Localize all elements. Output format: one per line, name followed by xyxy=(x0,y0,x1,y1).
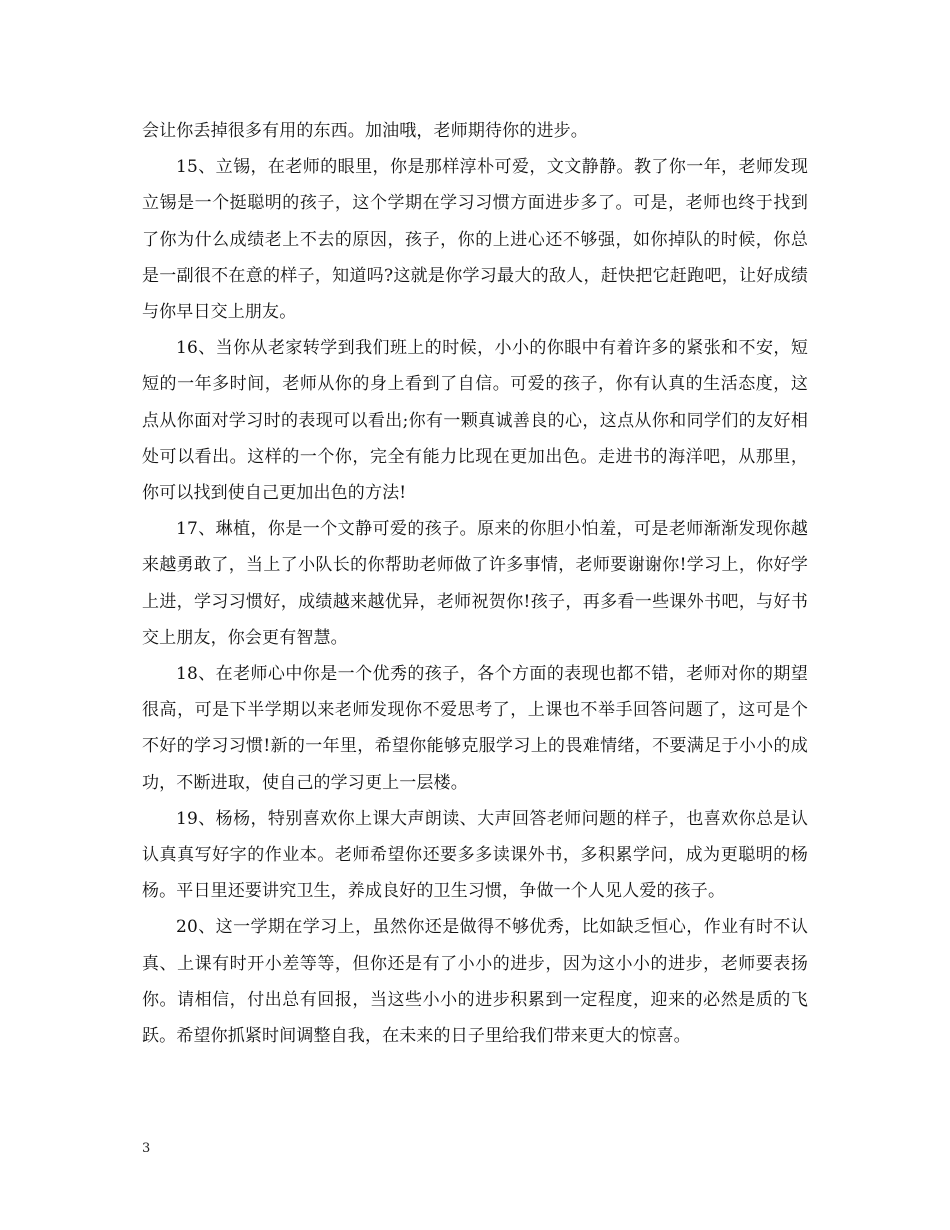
page-number: 3 xyxy=(142,1141,151,1156)
paragraph-comment-15: 15、立锡，在老师的眼里，你是那样淳朴可爱，文文静静。教了你一年，老师发现立锡是一个挺聪明的孩子，这个学期在学习习惯方面进步多了。可是，老师也终于找到了你为什么成绩老上不去的原因，孩子，你的上进心还不够强，如你掉队的时候，你总是一副很不在意的样子，知道吗?这就是你学习最大的敌人，赶快把它赶跑吧，让好成绩与你早日交上朋友。 xyxy=(142,157,808,323)
paragraph-comment-19: 19、杨杨，特别喜欢你上课大声朗读、大声回答老师问题的样子，也喜欢你总是认认真真写好字的作业本。老师希望你还要多多读课外书，多积累学问，成为更聪明的杨杨。平日里还要讲究卫生，养成良好的卫生习惯，争做一个人见人爱的孩子。 xyxy=(142,808,808,902)
paragraph-comment-16: 16、当你从老家转学到我们班上的时候，小小的你眼中有着许多的紧张和不安，短短的一年多时间，老师从你的身上看到了自信。可爱的孩子，你有认真的生活态度，这点从你面对学习时的表现可以看出;你有一颗真诚善良的心，这点从你和同学们的友好相处可以看出。这样的一个你，完全有能力比现在更加出色。走进书的海洋吧，从那里，你可以找到使自己更加出色的方法! xyxy=(142,338,808,504)
paragraph-comment-20: 20、这一学期在学习上，虽然你还是做得不够优秀，比如缺乏恒心，作业有时不认真、上课有时开小差等等，但你还是有了小小的进步，因为这小小的进步，老师要表扬你。请相信，付出总有回报，当这些小小的进步积累到一定程度，迎来的必然是质的飞跃。希望你抓紧时间调整自我，在未来的日子里给我们带来更大的惊喜。 xyxy=(142,917,808,1047)
paragraph-continued: 会让你丢掉很多有用的东西。加油哦，老师期待你的进步。 xyxy=(142,121,588,141)
body-text xyxy=(142,113,808,1054)
paragraph-comment-18: 18、在老师心中你是一个优秀的孩子，各个方面的表现也都不错，老师对你的期望很高，可是下半学期以来老师发现你不爱思考了，上课也不举手回答问题了，这可是个不好的学习习惯!新的一年里，希望你能够克服学习上的畏难情绪，不要满足于小小的成功，不断进取，使自己的学习更上一层楼。 xyxy=(142,664,808,793)
paragraph-comment-17: 17、琳植，你是一个文静可爱的孩子。原来的你胆小怕羞，可是老师渐渐发现你越来越勇敢了，当上了小队长的你帮助老师做了许多事情，老师要谢谢你!学习上，你好学上进，学习习惯好，成绩越来越优异，老师祝贺你!孩子，再多看一些课外书吧，与好书交上朋友，你会更有智慧。 xyxy=(142,519,808,648)
